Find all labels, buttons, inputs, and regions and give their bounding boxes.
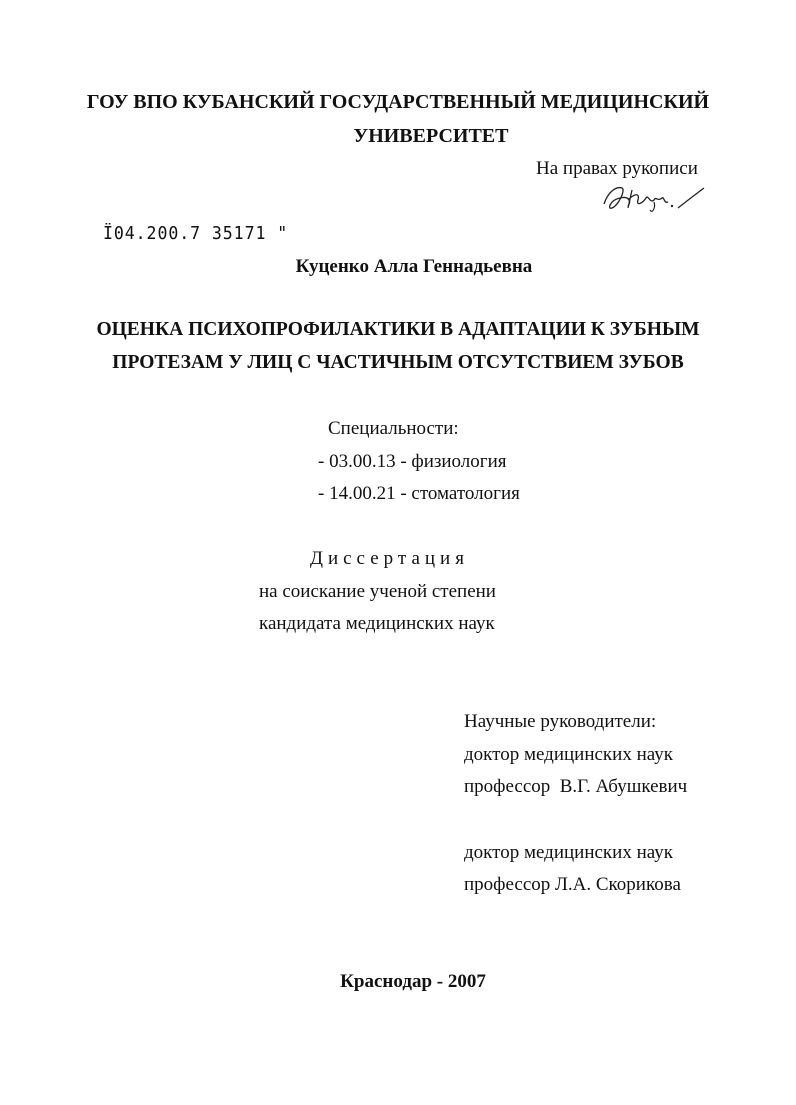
specialty-item-physiology: - 03.00.13 - физиология <box>318 451 507 472</box>
manuscript-note: На правах рукописи <box>536 158 698 179</box>
supervisor-2-name: профессор Л.А. Скорикова <box>464 874 681 895</box>
thesis-title-line-2: ПРОТЕЗАМ У ЛИЦ С ЧАСТИЧНЫМ ОТСУТСТВИЕМ ЗУБОВ <box>112 352 684 373</box>
supervisors-heading: Научные руководители: <box>464 711 657 732</box>
dissertation-heading: Диссертация <box>310 548 469 569</box>
institution-line-2 <box>0 125 796 147</box>
specialties-heading: Специальности: <box>328 418 459 439</box>
author-name-text: Куценко Алла Геннадьевна <box>295 256 533 277</box>
city-year <box>0 971 796 993</box>
institution-line-1: ГОУ ВПО КУБАНСКИЙ ГОСУДАРСТВЕННЫЙ МЕДИЦИНСКИЙ <box>86 91 710 113</box>
supervisor-1-name: профессор В.Г. Абушкевич <box>464 776 688 797</box>
thesis-title-line-1: ОЦЕНКА ПСИХОПРОФИЛАКТИКИ В АДАПТАЦИИ К ЗУБНЫМ <box>96 319 700 340</box>
supervisor-2-degree: доктор медицинских наук <box>464 842 673 863</box>
specialty-item-dentistry: - 14.00.21 - стоматология <box>318 483 520 504</box>
signature-icon <box>598 178 708 218</box>
institution-line-2-text: УНИВЕРСИТЕТ <box>353 125 509 147</box>
degree-line-1: на соискание ученой степени <box>259 581 496 602</box>
author-name <box>0 256 796 278</box>
supervisor-1-degree: доктор медицинских наук <box>464 744 673 765</box>
degree-line-2: кандидата медицинских наук <box>259 613 495 634</box>
city-year-text: Краснодар - 2007 <box>340 971 486 992</box>
archive-stamp-number: Ї04.200.7 35171 " <box>103 223 289 244</box>
